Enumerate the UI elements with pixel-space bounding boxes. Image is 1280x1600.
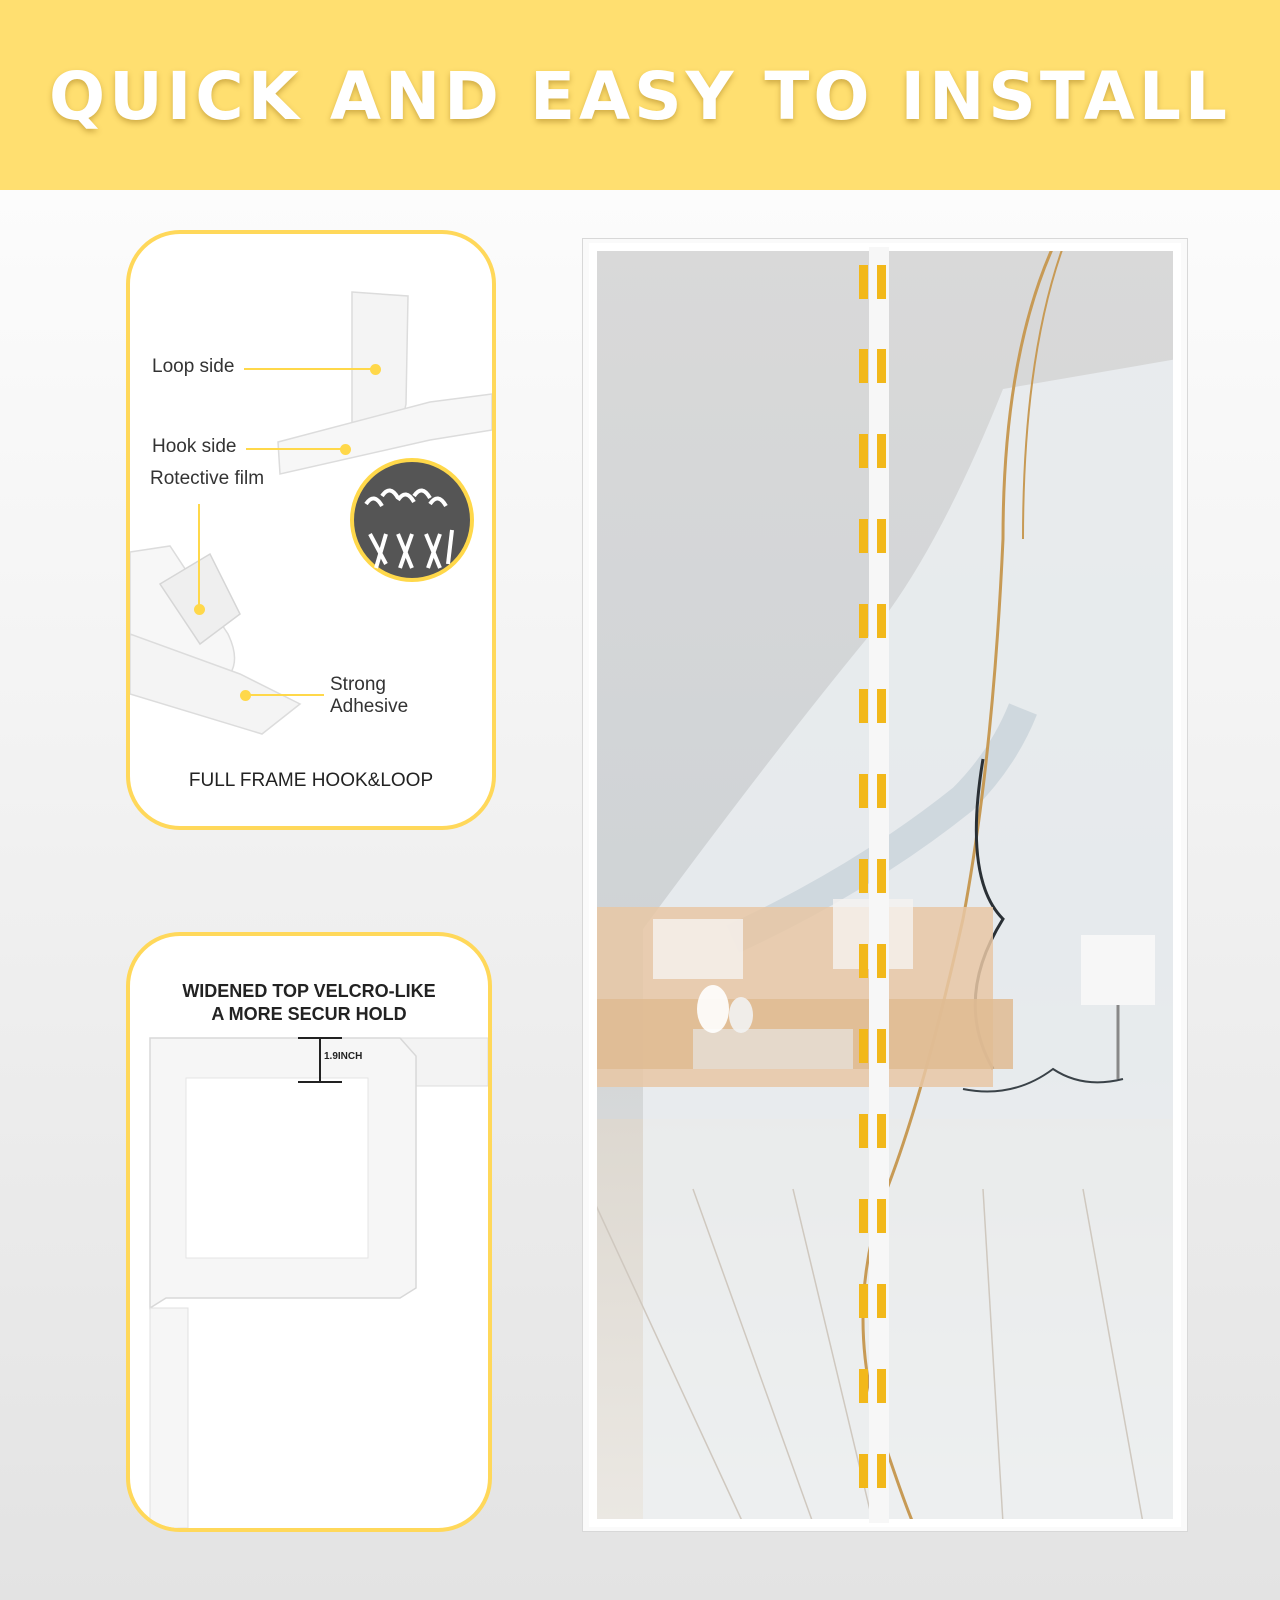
velcro-heading-line2: A MORE SECUR HOLD xyxy=(211,1004,407,1024)
adhesive-leader xyxy=(250,694,324,696)
velcro-heading-line1: WIDENED TOP VELCRO-LIKE xyxy=(182,981,436,1001)
top-banner xyxy=(0,0,1280,190)
loop-side-leader xyxy=(244,368,374,370)
hook-side-dot xyxy=(340,444,351,455)
hook-side-leader xyxy=(246,448,344,450)
magnetic-screen-door-image xyxy=(582,238,1188,1532)
adhesive-label: Adhesive xyxy=(330,696,409,717)
banner-title: QUICK AND EASY TO INSTALL xyxy=(49,58,1231,135)
protective-film-label: Rotective film xyxy=(150,468,265,489)
velcro-card xyxy=(126,932,492,1532)
hook-loop-caption: FULL FRAME HOOK&LOOP xyxy=(188,770,434,791)
loop-side-dot xyxy=(370,364,381,375)
hook-loop-card xyxy=(126,230,496,830)
velcro-frame-illustration xyxy=(130,1028,488,1528)
center-magnets xyxy=(859,239,899,1531)
loop-side-label: Loop side xyxy=(152,356,235,377)
dimension-label: 1.9INCH xyxy=(324,1051,363,1062)
hook-side-label: Hook side xyxy=(152,436,237,457)
protective-film-leader xyxy=(198,504,200,608)
protective-film-dot xyxy=(194,604,205,615)
strong-label: Strong xyxy=(330,674,386,695)
hook-loop-tape-illustration xyxy=(130,234,492,826)
